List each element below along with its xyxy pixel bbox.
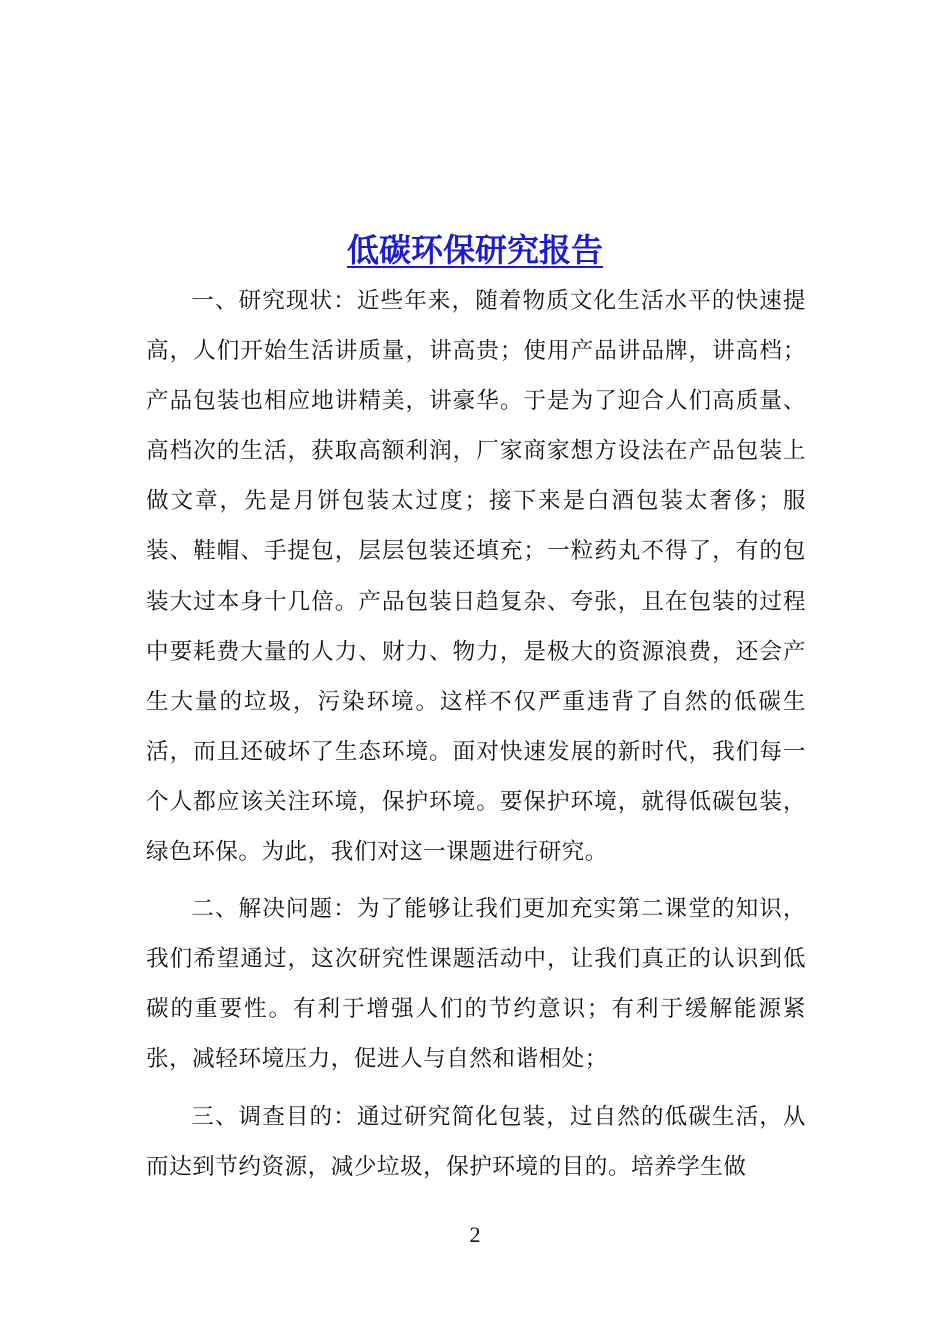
document-title-text: 低碳环保研究报告 xyxy=(346,231,603,269)
document-title xyxy=(0,226,950,274)
paragraph-survey-purpose: 三、调查目的：通过研究简化包装，过自然的低碳生活，从而达到节约资源，减少垃圾，保护环境的目的。培养学生做 xyxy=(146,1103,806,1180)
paragraph-research-status: 一、研究现状：近些年来，随着物质文化生活水平的快速提高，人们开始生活讲质量，讲高贵；使用产品讲品牌，讲高档；产品包装也相应地讲精美，讲豪华。于是为了迎合人们高质量、高档次的生活，获取高额利润，厂家商家想方设法在产品包装上做文章，先是月饼包装太过度；接下来是白酒包装太奢侈；服装、鞋帽、手提包，层层包装还填充；一粒药丸不得了，有的包装大过本身十几倍。产品包装日趋复杂、夸张，且在包装的过程中要耗费大量的人力、财力、物力，是极大的资源浪费，还会产生大量的垃圾，污染环境。这样不仅严重违背了自然的低碳生活，而且还破坏了生态环境。面对快速发展的新时代，我们每一个人都应该关注环境，保护环境。要保护环境，就得低碳包装，绿色环保。为此，我们对这一课题进行研究。 xyxy=(146,288,806,866)
paragraph-problem-solving: 二、解决问题：为了能够让我们更加充实第二课堂的知识，我们希望通过，这次研究性课题活动中，让我们真正的认识到低碳的重要性。有利于增强人们的节约意识；有利于缓解能源紧张，减轻环境压力，促进人与自然和谐相处； xyxy=(146,896,806,1073)
document-body xyxy=(146,276,806,1192)
page-number: 2 xyxy=(469,1222,481,1247)
